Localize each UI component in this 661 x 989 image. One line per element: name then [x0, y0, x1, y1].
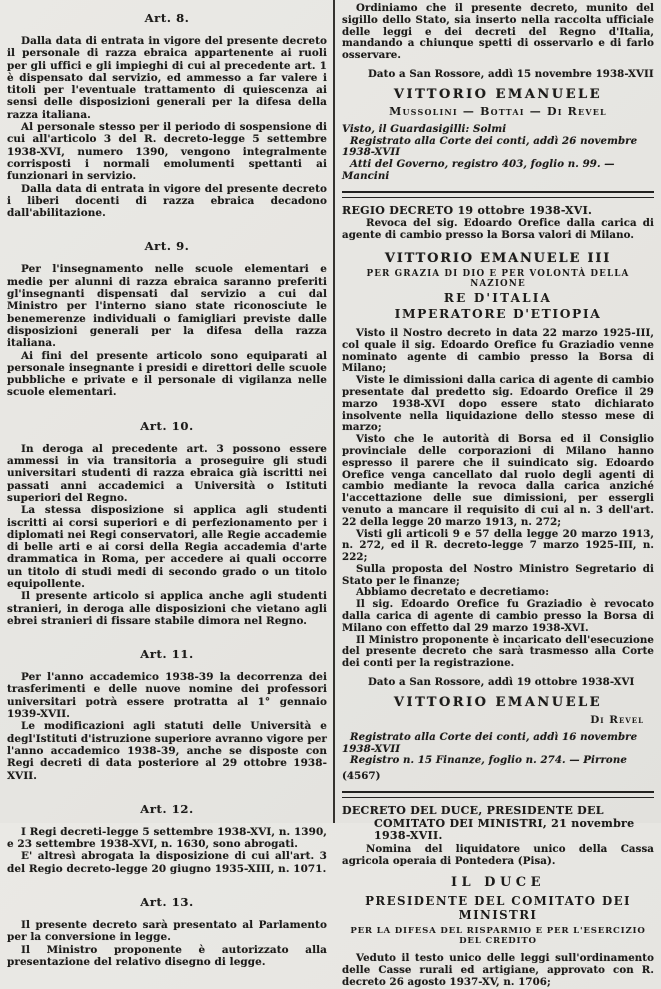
article-12-paragraph: E' altresì abrogata la disposizione di cui all'art. 3 del Regio decreto-legge 20 giugno 1935-XIII, n. 1071.: [7, 850, 327, 875]
difesa-risparmio-subtitle: PER LA DIFESA DEL RISPARMIO E PER L'ESERCIZIO DEL CREDITO: [350, 926, 646, 947]
guardasigilli-line: Visto, il Guardasigilli: Solmi: [342, 122, 507, 135]
article-9-heading: Art. 9.: [144, 239, 190, 254]
article-12-heading: Art. 12.: [140, 801, 194, 816]
document-number: (4567): [342, 770, 381, 783]
article-8-paragraph: Dalla data di entrata in vigore del presente decreto i liberi docenti di razza ebraica decadono dall'abilitazione.: [7, 182, 327, 220]
minister-countersignatures: Mussolini — Bottai — Di Revel: [389, 104, 607, 118]
il-duce-title: IL DUCE: [450, 875, 546, 891]
article-9-paragraph: Ai fini del presente articolo sono equiparati al personale insegnante i presidi e direttori delle scuole pubbliche e private e il personale di vigilanza nelle scuole elementari.: [7, 349, 327, 399]
decree-paragraph: Viste le dimissioni dalla carica di agente di cambio presentate dal predetto sig. Edoardo Orefice il 29 marzo 1938-XVI dopo essere stato dichiarato insolvente nella liquidazione dello stesso mese di marzo;: [342, 374, 654, 434]
article-13-paragraph: Il Ministro proponente è autorizzato alla presentazione del relativo disegno di legge.: [7, 943, 327, 968]
article-13-paragraph: Il presente decreto sarà presentato al Parlamento per la conversione in legge.: [7, 919, 327, 944]
royal-title: VITTORIO EMANUELE III: [384, 250, 612, 266]
article-10-paragraph: In deroga al precedente art. 3 possono essere ammessi in via transitoria a proseguire gli studi universitari studenti di razza ebraica già iscritti nei passati anni accademici a Università o Istituti superiori del Regno.: [7, 442, 327, 504]
royal-title-re-ditalia: RE D'ITALIA: [443, 290, 553, 305]
registration-line: Registrato alla Corte dei conti, addì 16 novembre 1938-XVII: [342, 730, 638, 755]
decree-paragraph: Abbiamo decretato e decretiamo:: [356, 586, 550, 599]
article-8-paragraph: Al personale stesso per il periodo di sospensione di cui all'articolo 3 del R. decreto-legge 5 settembre 1938-XVI, numero 1390, vengono integralmente corrisposti i normali emolumenti spettanti ai funzionari in servizio.: [7, 121, 327, 183]
article-13-heading: Art. 13.: [140, 895, 194, 910]
decree-paragraph: Il sig. Edoardo Orefice fu Graziadio è revocato dalla carica di agente di cambio presso la Borsa di Milano con effetto dal 29 marzo 1938-XVI.: [342, 598, 654, 634]
article-9-paragraph: Per l'insegnamento nelle scuole elementari e medie per alunni di razza ebraica saranno preferiti gl'insegnanti dispensati dal servizio a cui dal Ministro per l'interno siano state riconosciute le benemerenze individuali o famigliari previste dalle disposizioni generali per la difesa della razza italiana.: [7, 263, 327, 350]
decree-paragraph: Veduto il testo unico delle leggi sull'ordinamento delle Casse rurali ed artigiane, approvato con R. decreto 26 agosto 1937-XV, n. 1706;: [342, 952, 654, 989]
royal-signature: VITTORIO EMANUELE: [393, 86, 603, 102]
regio-decreto-summary: Revoca del sig. Edoardo Orefice dalla carica di agente di cambio presso la Borsa valori di Milano.: [342, 217, 654, 242]
registration-line: Registro n. 15 Finanze, foglio n. 274. — Pirrone: [350, 754, 627, 767]
article-11-heading: Art. 11.: [140, 647, 194, 662]
decreto-del-duce-summary: Nomina del liquidatore unico della Cassa agricola operaia di Pontedera (Pisa).: [342, 842, 654, 867]
regio-decreto-heading: REGIO DECRETO 19 ottobre 1938-XVI.: [342, 203, 593, 217]
left-column: [7, 0, 327, 968]
right-column: [342, 0, 654, 989]
section-divider-rule: [342, 191, 654, 198]
article-10-paragraph: La stessa disposizione si applica agli studenti iscritti ai corsi superiori e di perfezionamento per i diplomati nei Regi conservatori, alle Regie accademie di belle arti e ai corsi della Regia accademia d'arte drammatica in Roma, per accedere ai quali occorre un titolo di studi medi di secondo grado o un titolo equipollente.: [7, 504, 327, 590]
article-8-paragraph: Dalla data di entrata in vigore del presente decreto il personale di razza ebraica appartenente ai ruoli per gli uffici e gli impieghi di cui al precedente art. 1 è dispensato dal servizio, ed ammesso a far valere i titoli per l'eventuale trattamento di quiescenza ai sensi delle disposizioni generali per la difesa della razza italiana.: [7, 35, 327, 121]
registration-line: Registrato alla Corte dei conti, addì 26 novembre 1938-XVII: [342, 134, 638, 159]
column-divider-rule: [333, 0, 335, 823]
royal-subtitle: PER GRAZIA DI DIO E PER VOLONTÀ DELLA NAZIONE: [366, 268, 630, 289]
royal-title-imperatore: IMPERATORE D'ETIOPIA: [394, 305, 602, 321]
royal-signature: VITTORIO EMANUELE: [393, 694, 603, 710]
decree-dateline: Dato a San Rossore, addì 19 ottobre 1938-XVI: [368, 676, 635, 689]
decree-closing-paragraph: Ordiniamo che il presente decreto, munito del sigillo dello Stato, sia inserto nella raccolta ufficiale delle leggi e dei decreti del Regno d'Italia, mandando a chiunque spetti di osservarlo e di farlo osservare.: [342, 2, 654, 62]
decree-paragraph: Il Ministro proponente è incaricato dell'esecuzione del presente decreto che sarà trasmesso alla Corte dei conti per la registrazione.: [342, 633, 654, 670]
article-12-paragraph: I Regi decreti-legge 5 settembre 1938-XVI, n. 1390, e 23 settembre 1938-XVI, n. 1630, sono abrogati.: [7, 825, 327, 851]
article-10-heading: Art. 10.: [140, 418, 194, 433]
decree-paragraph: Visti gli articoli 9 e 57 della legge 20 marzo 1913, n. 272, ed il R. decreto-legge 7 marzo 1925-III, n. 222;: [342, 527, 654, 564]
decreto-del-duce-heading: DECRETO DEL DUCE, PRESIDENTE DEL COMITATO DEI MINISTRI, 21 novembre 1938-XVII.: [342, 804, 635, 843]
section-divider-rule: [342, 791, 654, 798]
article-11-paragraph: Per l'anno accademico 1938-39 la decorrenza dei trasferimenti e delle nuove nomine dei professori universitari potrà essere protratta al 1° gennaio 1939-XVII.: [7, 671, 327, 721]
presidente-comitato-title: PRESIDENTE DEL COMITATO DEI MINISTRI: [365, 894, 631, 923]
article-11-paragraph: Le modificazioni agli statuti delle Università e degl'Istituti d'istruzione superiore avranno vigore per l'anno accademico 1938-39, anche se disposte con Regi decreti di data posteriore al 29 ottobre 1938-XVII.: [7, 720, 327, 782]
decree-paragraph: Sulla proposta del Nostro Ministro Segretario di Stato per le finanze;: [342, 562, 654, 587]
article-10-paragraph: Il presente articolo si applica anche agli studenti stranieri, in deroga alle disposizioni che vietano agli ebrei stranieri di fissare stabile dimora nel Regno.: [7, 590, 327, 627]
minister-countersignature: Di Revel: [590, 713, 644, 726]
registration-line: Atti del Governo, registro 403, foglio n. 99. — Mancini: [342, 158, 615, 182]
decree-paragraph: Visto il Nostro decreto in data 22 marzo 1925-III, col quale il sig. Edoardo Orefice fu Graziadio venne nominato agente di cambio presso la Borsa di Milano;: [342, 326, 654, 375]
article-8-heading: Art. 8.: [144, 11, 190, 25]
decree-paragraph: Visto che le autorità di Borsa ed il Consiglio provinciale delle corporazioni di Milano hanno espresso il parere che il suindicato sig. Edoardo Orefice venga cancellato dal ruolo degli agenti di cambio mediante la revoca dalla carica anziché l'accettazione delle sue dimissioni, per essergli venuto a mancare il requisito di cui al n. 3 dell'art. 22 della legge 20 marzo 1913, n. 272;: [342, 433, 654, 528]
decree-dateline: Dato a San Rossore, addì 15 novembre 1938-XVII: [368, 67, 654, 80]
